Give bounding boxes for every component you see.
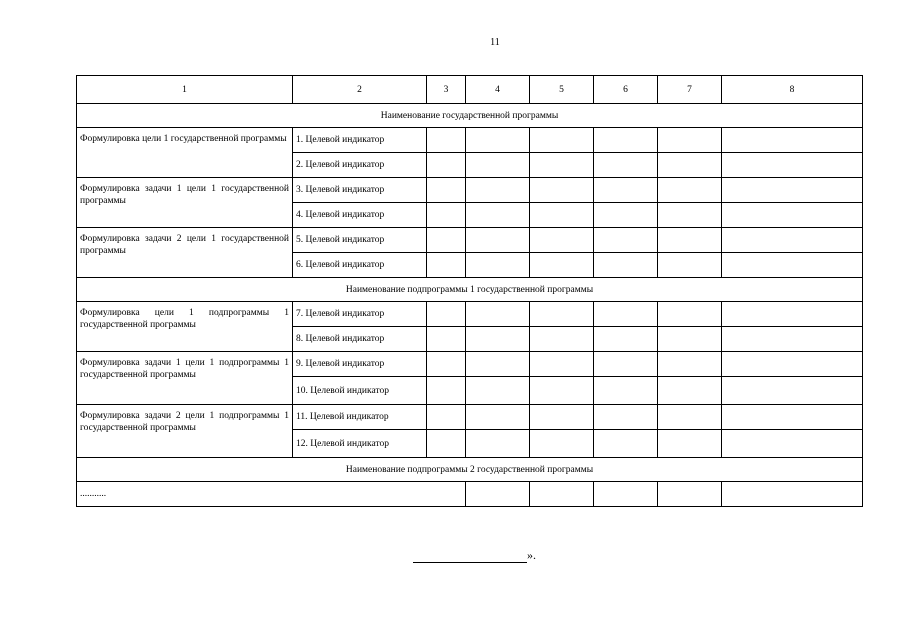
value-cell — [530, 253, 594, 278]
goal-cell: Формулировка задачи 2 цели 1 подпрограммы 1 государственной программы — [77, 405, 293, 458]
value-cell — [722, 253, 863, 278]
value-cell — [722, 352, 863, 377]
column-header-7: 7 — [658, 76, 722, 104]
value-cell — [594, 253, 658, 278]
section-title-row — [77, 278, 863, 302]
section-title: Наименование государственной программы — [77, 104, 863, 128]
column-header-8: 8 — [722, 76, 863, 104]
value-cell — [722, 482, 863, 507]
signature-blank-line — [413, 550, 527, 563]
indicator-cell: 1. Целевой индикатор — [293, 128, 427, 153]
section-title: Наименование подпрограммы 1 государственной программы — [77, 278, 863, 302]
value-cell — [722, 153, 863, 178]
value-cell — [658, 405, 722, 430]
table-row — [77, 228, 863, 253]
goal-cell: Формулировка задачи 1 цели 1 подпрограммы 1 государственной программы — [77, 352, 293, 405]
value-cell — [466, 405, 530, 430]
value-cell — [427, 405, 466, 430]
value-cell — [658, 228, 722, 253]
value-cell — [594, 482, 658, 507]
value-cell — [427, 253, 466, 278]
value-cell — [594, 203, 658, 228]
table-row — [77, 128, 863, 153]
value-cell — [658, 352, 722, 377]
indicators-table — [76, 75, 863, 507]
page-number: 11 — [490, 37, 500, 48]
value-cell — [722, 377, 863, 405]
value-cell — [594, 153, 658, 178]
value-cell — [530, 482, 594, 507]
column-header-5: 5 — [530, 76, 594, 104]
value-cell — [427, 178, 466, 203]
column-header-6: 6 — [594, 76, 658, 104]
value-cell — [658, 482, 722, 507]
value-cell — [427, 430, 466, 458]
value-cell — [594, 228, 658, 253]
value-cell — [427, 153, 466, 178]
indicator-cell: 7. Целевой индикатор — [293, 302, 427, 327]
value-cell — [530, 128, 594, 153]
value-cell — [466, 327, 530, 352]
value-cell — [466, 153, 530, 178]
column-header-1: 1 — [77, 76, 293, 104]
value-cell — [466, 203, 530, 228]
indicator-cell: 4. Целевой индикатор — [293, 203, 427, 228]
value-cell — [594, 178, 658, 203]
value-cell — [530, 405, 594, 430]
value-cell — [466, 377, 530, 405]
value-cell — [594, 352, 658, 377]
value-cell — [658, 327, 722, 352]
value-cell — [722, 128, 863, 153]
value-cell — [658, 153, 722, 178]
value-cell — [466, 128, 530, 153]
table-row — [77, 302, 863, 327]
value-cell — [658, 253, 722, 278]
value-cell — [530, 153, 594, 178]
indicator-cell: 12. Целевой индикатор — [293, 430, 427, 458]
value-cell — [722, 327, 863, 352]
value-cell — [530, 377, 594, 405]
table-row — [77, 178, 863, 203]
value-cell — [594, 405, 658, 430]
value-cell — [722, 178, 863, 203]
value-cell — [466, 430, 530, 458]
indicator-cell: 11. Целевой индикатор — [293, 405, 427, 430]
value-cell — [530, 228, 594, 253]
value-cell — [658, 302, 722, 327]
value-cell — [722, 405, 863, 430]
value-cell — [594, 327, 658, 352]
section-title-row — [77, 104, 863, 128]
indicator-cell: 2. Целевой индикатор — [293, 153, 427, 178]
goal-cell: Формулировка цели 1 государственной программы — [77, 128, 293, 178]
value-cell — [427, 228, 466, 253]
value-cell — [530, 352, 594, 377]
value-cell — [530, 178, 594, 203]
value-cell — [530, 302, 594, 327]
value-cell — [530, 203, 594, 228]
value-cell — [658, 128, 722, 153]
table-row — [77, 482, 863, 507]
indicator-cell: 9. Целевой индикатор — [293, 352, 427, 377]
indicator-cell: 5. Целевой индикатор — [293, 228, 427, 253]
value-cell — [427, 302, 466, 327]
section-title-row — [77, 458, 863, 482]
column-header-4: 4 — [466, 76, 530, 104]
value-cell — [427, 352, 466, 377]
goal-cell: Формулировка задачи 1 цели 1 государственной программы — [77, 178, 293, 228]
indicator-cell: 6. Целевой индикатор — [293, 253, 427, 278]
value-cell — [427, 128, 466, 153]
value-cell — [594, 377, 658, 405]
value-cell — [658, 430, 722, 458]
value-cell — [594, 128, 658, 153]
indicator-cell: 10. Целевой индикатор — [293, 377, 427, 405]
column-header-2: 2 — [293, 76, 427, 104]
value-cell — [658, 377, 722, 405]
goal-cell: Формулировка цели 1 подпрограммы 1 государственной программы — [77, 302, 293, 352]
value-cell — [530, 327, 594, 352]
value-cell — [594, 430, 658, 458]
closing-line — [413, 548, 536, 563]
closing-quote: ». — [527, 548, 536, 562]
value-cell — [466, 302, 530, 327]
value-cell — [427, 377, 466, 405]
indicator-cell: 8. Целевой индикатор — [293, 327, 427, 352]
value-cell — [594, 302, 658, 327]
value-cell — [466, 228, 530, 253]
value-cell — [427, 203, 466, 228]
header-row — [77, 76, 863, 104]
value-cell — [466, 178, 530, 203]
value-cell — [722, 228, 863, 253]
value-cell — [427, 327, 466, 352]
value-cell — [658, 178, 722, 203]
value-cell — [466, 482, 530, 507]
value-cell — [530, 430, 594, 458]
value-cell — [722, 302, 863, 327]
goal-cell: Формулировка задачи 2 цели 1 государственной программы — [77, 228, 293, 278]
column-header-3: 3 — [427, 76, 466, 104]
value-cell — [722, 430, 863, 458]
value-cell — [466, 352, 530, 377]
table-row — [77, 405, 863, 430]
value-cell — [658, 203, 722, 228]
table-row — [77, 352, 863, 377]
section-title: Наименование подпрограммы 2 государственной программы — [77, 458, 863, 482]
ellipsis-cell: ........... — [77, 482, 466, 507]
indicator-cell: 3. Целевой индикатор — [293, 178, 427, 203]
value-cell — [722, 203, 863, 228]
value-cell — [466, 253, 530, 278]
